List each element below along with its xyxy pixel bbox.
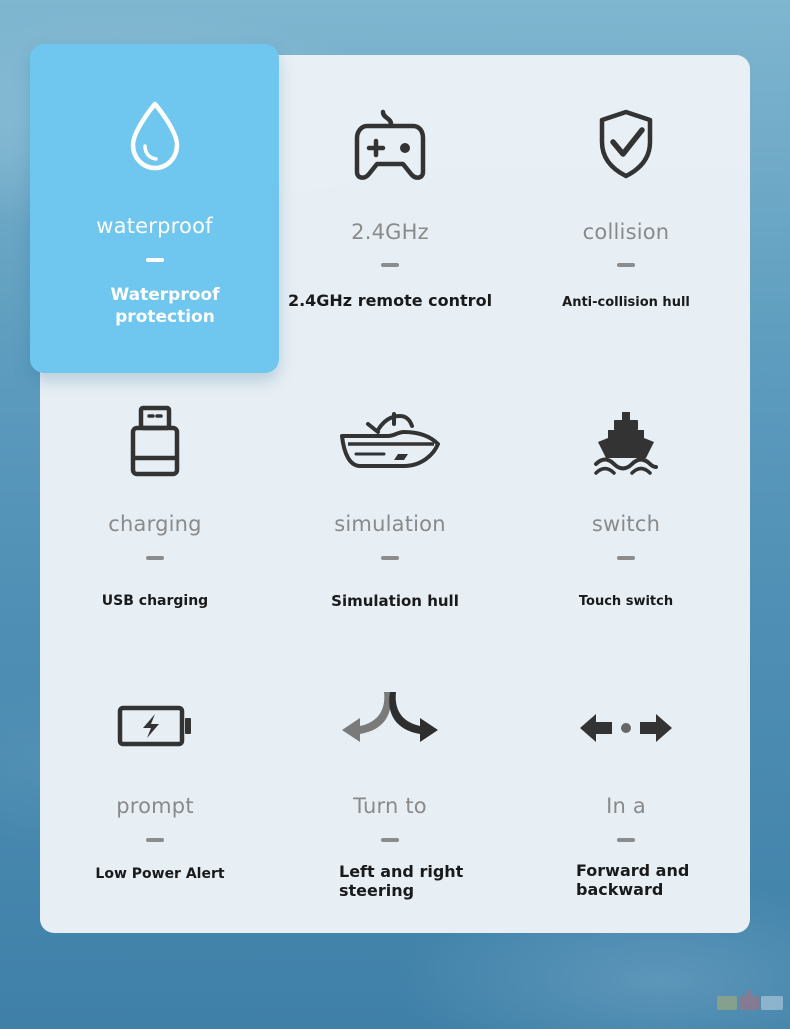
feature-title: simulation: [334, 512, 446, 536]
turn-arrows-icon: [338, 688, 442, 748]
feature-card-in-a: [508, 680, 744, 920]
feature-description: 2.4GHz remote control: [287, 291, 493, 310]
feature-title: collision: [582, 220, 670, 244]
watermark-logo: [715, 990, 787, 1016]
feature-description: Touch switch: [578, 594, 674, 609]
feature-card-collision: [508, 100, 744, 340]
feature-card-waterproof: [30, 44, 279, 373]
feature-title: prompt: [116, 794, 194, 818]
feature-description: Anti-collision hull: [562, 295, 690, 310]
jet-ski-icon: [338, 410, 442, 474]
feature-card-2.4ghz: [272, 100, 508, 340]
feature-title: 2.4GHz: [351, 220, 429, 244]
feature-title: In a: [606, 794, 646, 818]
forward-backward-arrows-icon: [576, 708, 676, 748]
feature-card-simulation: [272, 398, 508, 638]
dash-divider: [617, 556, 635, 560]
feature-description: Waterproof protection: [110, 285, 220, 327]
feature-description: Simulation hull: [331, 592, 459, 610]
ship-icon: [592, 410, 660, 476]
water-drop-icon: [123, 98, 187, 172]
feature-card-charging: [37, 398, 273, 638]
dash-divider: [146, 838, 164, 842]
feature-title: charging: [108, 512, 202, 536]
dash-divider: [381, 263, 399, 267]
feature-title: waterproof: [96, 214, 213, 238]
feature-description: USB charging: [101, 593, 209, 609]
feature-title: switch: [591, 512, 661, 536]
dash-divider: [381, 556, 399, 560]
usb-plug-icon: [127, 404, 183, 478]
gamepad-icon: [353, 108, 427, 180]
dash-divider: [617, 838, 635, 842]
dash-divider: [146, 258, 164, 262]
feature-title: Turn to: [353, 794, 427, 818]
battery-charging-icon: [117, 704, 193, 748]
shield-check-icon: [596, 108, 656, 180]
feature-card-prompt: [37, 680, 273, 920]
dash-divider: [146, 556, 164, 560]
feature-description: Low Power Alert: [95, 866, 225, 882]
dash-divider: [617, 263, 635, 267]
feature-card-switch: [508, 398, 744, 638]
feature-description: Left and right steering: [339, 862, 464, 900]
feature-description: Forward and backward: [576, 861, 690, 899]
feature-card-turn-to: [272, 680, 508, 920]
dash-divider: [381, 838, 399, 842]
